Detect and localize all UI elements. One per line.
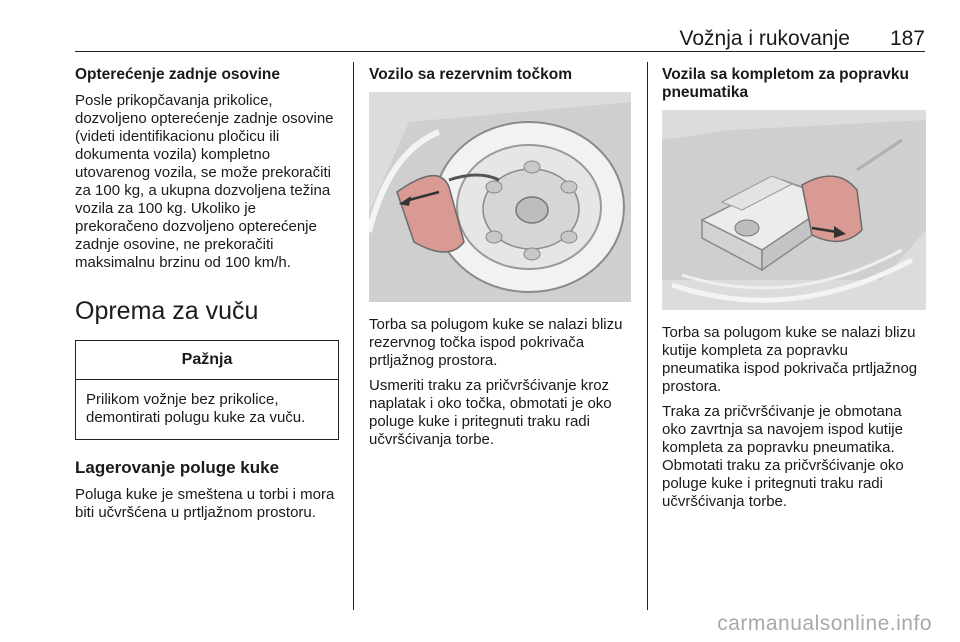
column-divider-2: [647, 62, 648, 610]
repair-kit-heading: Vozila sa kompletom za popravku pneumatika: [662, 66, 909, 101]
storage-text: Poluga kuke je smeštena u torbi i mora biti učvršćena u prtljažnom prostoru.: [75, 486, 335, 521]
repair-kit-para-1: Torba sa polugom kuke se nalazi blizu kutije kompleta za popravku pneumatika ispod pokrivača prtljažnog prostora.: [662, 324, 918, 395]
header-title: Vožnja i rukovanje: [679, 27, 850, 50]
repair-kit-para-2: Traka za pričvršćivanje je obmotana oko zavrtnja sa navojem ispod kutije kompleta za popravku pneumatika. Obmotati traku za pričvršćivanje oko poluge kuke i pritegnuti traku radi učvršćivanja torbe.: [662, 403, 904, 510]
column-3: [662, 66, 927, 518]
spare-wheel-illustration: [369, 92, 631, 302]
page-number: 187: [889, 27, 925, 50]
column-divider-1: [353, 62, 354, 610]
rear-axle-load-text: Posle prikopčavanja prikolice, dozvoljeno opterećenje zadnje osovine (videti identifikacionu pločicu ili dokumenta vozila) kompletno utovarenog vozila, se može prekoračiti za 100 kg, a ukupna dozvoljena težina vozila za 100 kg. Ukoliko je prekoračeno dozvoljeno opterećenje zadnje osovine, ne prekoračiti maksimalnu brzinu od 100 km/h.: [75, 92, 334, 271]
header-rule: [75, 51, 925, 52]
rear-axle-load-heading: Opterećenje zadnje osovine: [75, 66, 281, 83]
towing-equipment-heading: Oprema za vuču: [75, 297, 259, 325]
watermark: carmanualsonline.info: [717, 612, 932, 635]
spare-wheel-para-2: Usmeriti traku za pričvršćivanje kroz naplatak i oko točka, obmotati je oko poluge kuke i pritegnuti traku radi učvršćivanja torbe.: [369, 377, 612, 448]
spare-wheel-heading: Vozilo sa rezervnim točkom: [369, 66, 572, 83]
storage-heading: Lagerovanje poluge kuke: [75, 458, 280, 477]
caution-box: [75, 340, 339, 440]
tyre-repair-kit-illustration: [662, 110, 926, 310]
column-1: [75, 66, 340, 529]
caution-title: Pažnja: [76, 341, 338, 380]
spare-wheel-para-1: Torba sa polugom kuke se nalazi blizu rezervnog točka ispod pokrivača prtljažnog prostora.: [369, 316, 623, 369]
page-header: [75, 28, 925, 50]
caution-text: Prilikom vožnje bez prikolice, demontirati polugu kuke za vuču.: [86, 391, 306, 426]
column-2: [369, 66, 634, 456]
